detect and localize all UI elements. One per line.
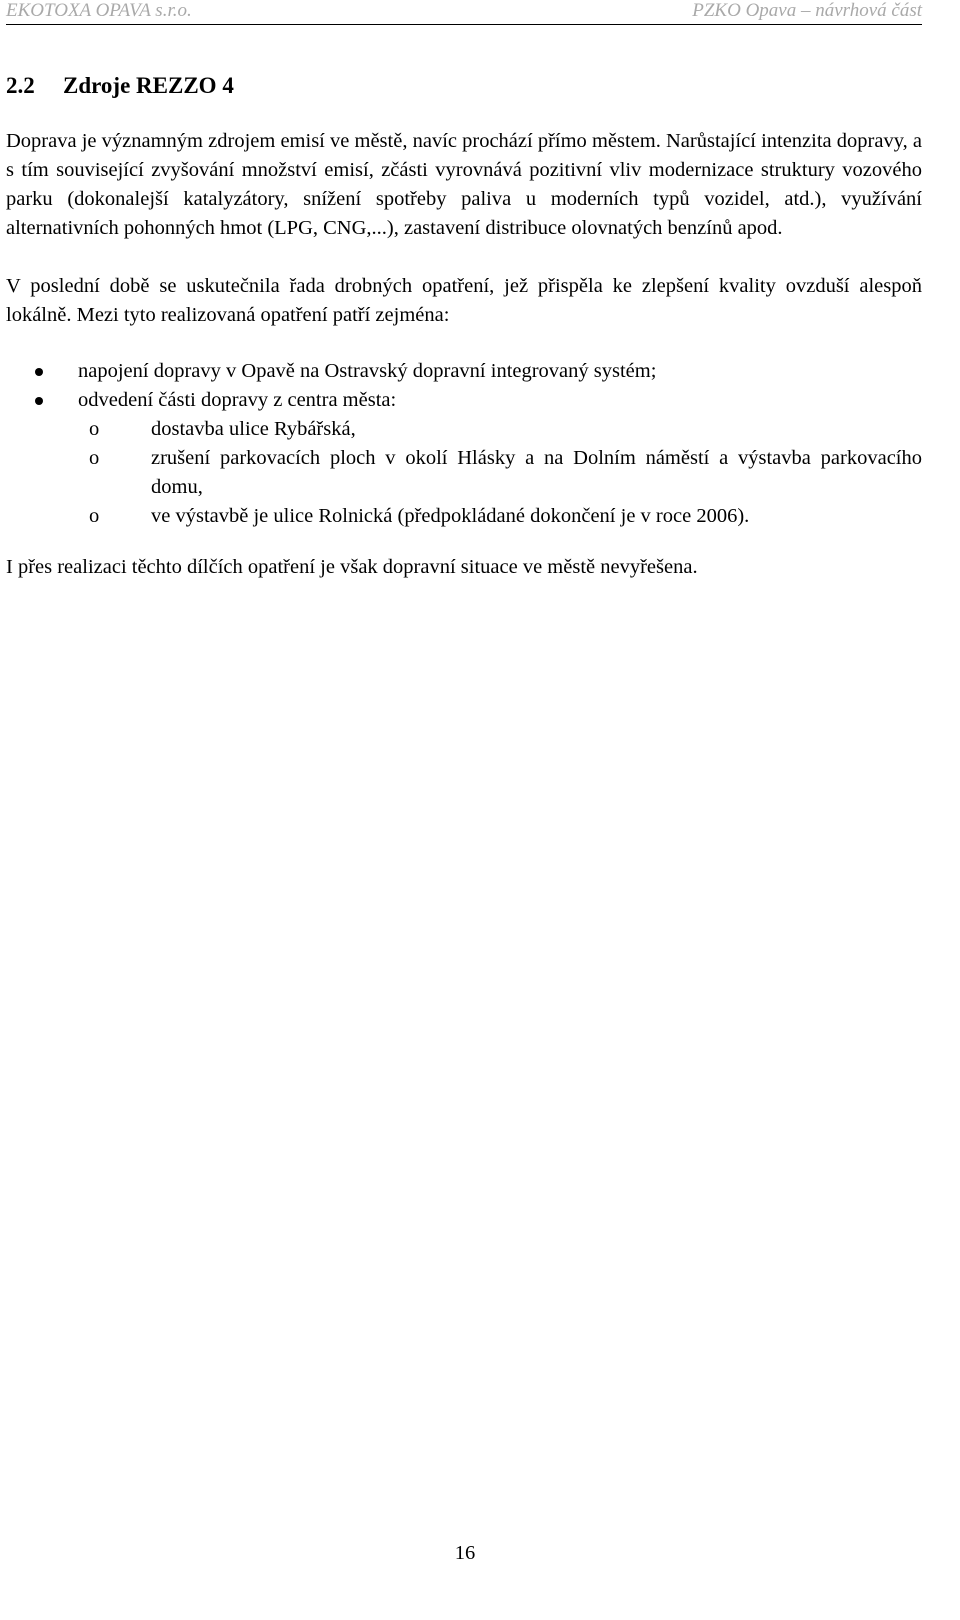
section-number: 2.2	[6, 73, 35, 98]
sub-bullet-marker: o	[89, 418, 100, 440]
sub-list-item-text: zrušení parkovacích ploch v okolí Hlásky a na Dolním náměstí a výstavba parkovacího domu,	[151, 447, 922, 498]
sub-list-item	[6, 415, 922, 444]
list-item	[6, 357, 922, 386]
bullet-icon	[35, 368, 43, 376]
bullet-icon	[35, 397, 43, 405]
paragraph-traffic: Doprava je významným zdrojem emisí ve městě, navíc prochází přímo městem. Narůstající intenzita dopravy, a s tím související zvyšování množství emisí, zčásti vyrovnává pozitivní vliv modernizace struktury vozového parku (dokonalejší katalyzátory, snížení spotřeby paliva u moderních typů vozidel, atd.), využívání alternativních pohonných hmot (LPG, CNG,...), zastavení distribuce olovnatých benzínů apod.	[6, 130, 922, 239]
measures-list	[6, 357, 922, 531]
list-item-text: odvedení části dopravy z centra města:	[78, 389, 397, 411]
page-number: 16	[454, 1542, 476, 1564]
list-item-text: napojení dopravy v Opavě na Ostravský dopravní integrovaný systém;	[78, 360, 657, 382]
sub-list-item-text: ve výstavbě je ulice Rolnická (předpokládané dokončení je v roce 2006).	[151, 505, 750, 527]
sub-bullet-marker: o	[89, 447, 100, 469]
header-document-title: PZKO Opava – návrhová část	[692, 0, 922, 21]
sub-list-item	[6, 444, 922, 502]
header-company: EKOTOXA OPAVA s.r.o.	[6, 0, 192, 21]
section-heading	[6, 72, 922, 100]
section-title: Zdroje REZZO 4	[63, 73, 234, 98]
paragraph-measures: V poslední době se uskutečnila řada drobných opatření, jež přispěla ke zlepšení kvality ovzduší alespoň lokálně. Mezi tyto realizovaná opatření patří zejména:	[6, 275, 922, 326]
paragraph-conclusion: I přes realizaci těchto dílčích opatření je však dopravní situace ve městě nevyřešena.	[6, 556, 698, 578]
list-item	[6, 386, 922, 531]
sub-list-item	[6, 502, 922, 531]
page-header	[6, 0, 922, 25]
sub-bullet-marker: o	[89, 505, 100, 527]
sub-list-item-text: dostavba ulice Rybářská,	[151, 418, 356, 440]
sub-list	[78, 415, 922, 531]
